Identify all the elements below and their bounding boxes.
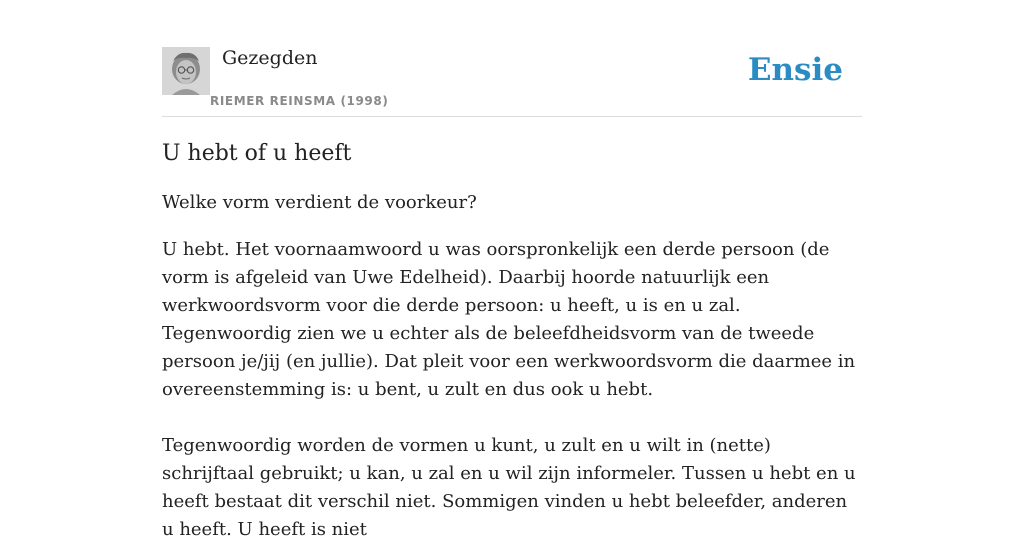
author-byline: RIEMER REINSMA (1998) (210, 94, 389, 108)
article-title: U hebt of u heeft (162, 141, 352, 166)
site-header (162, 0, 862, 117)
author-portrait-icon (162, 47, 210, 95)
article-question: Welke vorm verdient de voorkeur? (162, 192, 477, 213)
article-paragraph: Tegenwoordig worden de vormen u kunt, u zult en u wilt in (nette) schrijftaal gebruikt; u kan, u zal en u wil zijn informeler. Tussen u hebt en u heeft bestaat dit verschil niet. Sommigen vinden u hebt beleefder, anderen u heeft. U heeft is niet (162, 435, 856, 540)
ensie-logo[interactable]: Ensie (747, 52, 843, 88)
book-title-link[interactable]: Gezegden (222, 47, 318, 69)
article (162, 139, 862, 544)
article-paragraph: U hebt. Het voornaamwoord u was oorspronkelijk een derde persoon (de vorm is afgeleid van Uwe Edelheid). Daarbij hoorde natuurlijk een werkwoordsvorm voor die derde persoon: u heeft, u is en u zal. Tegenwoordig zien we u echter als de beleefdheidsvorm van de tweede persoon je/jij (en jullie). Dat pleit voor een werkwoordsvorm die daarmee in overeenstemming is: u bent, u zult en dus ook u hebt. (162, 239, 856, 400)
